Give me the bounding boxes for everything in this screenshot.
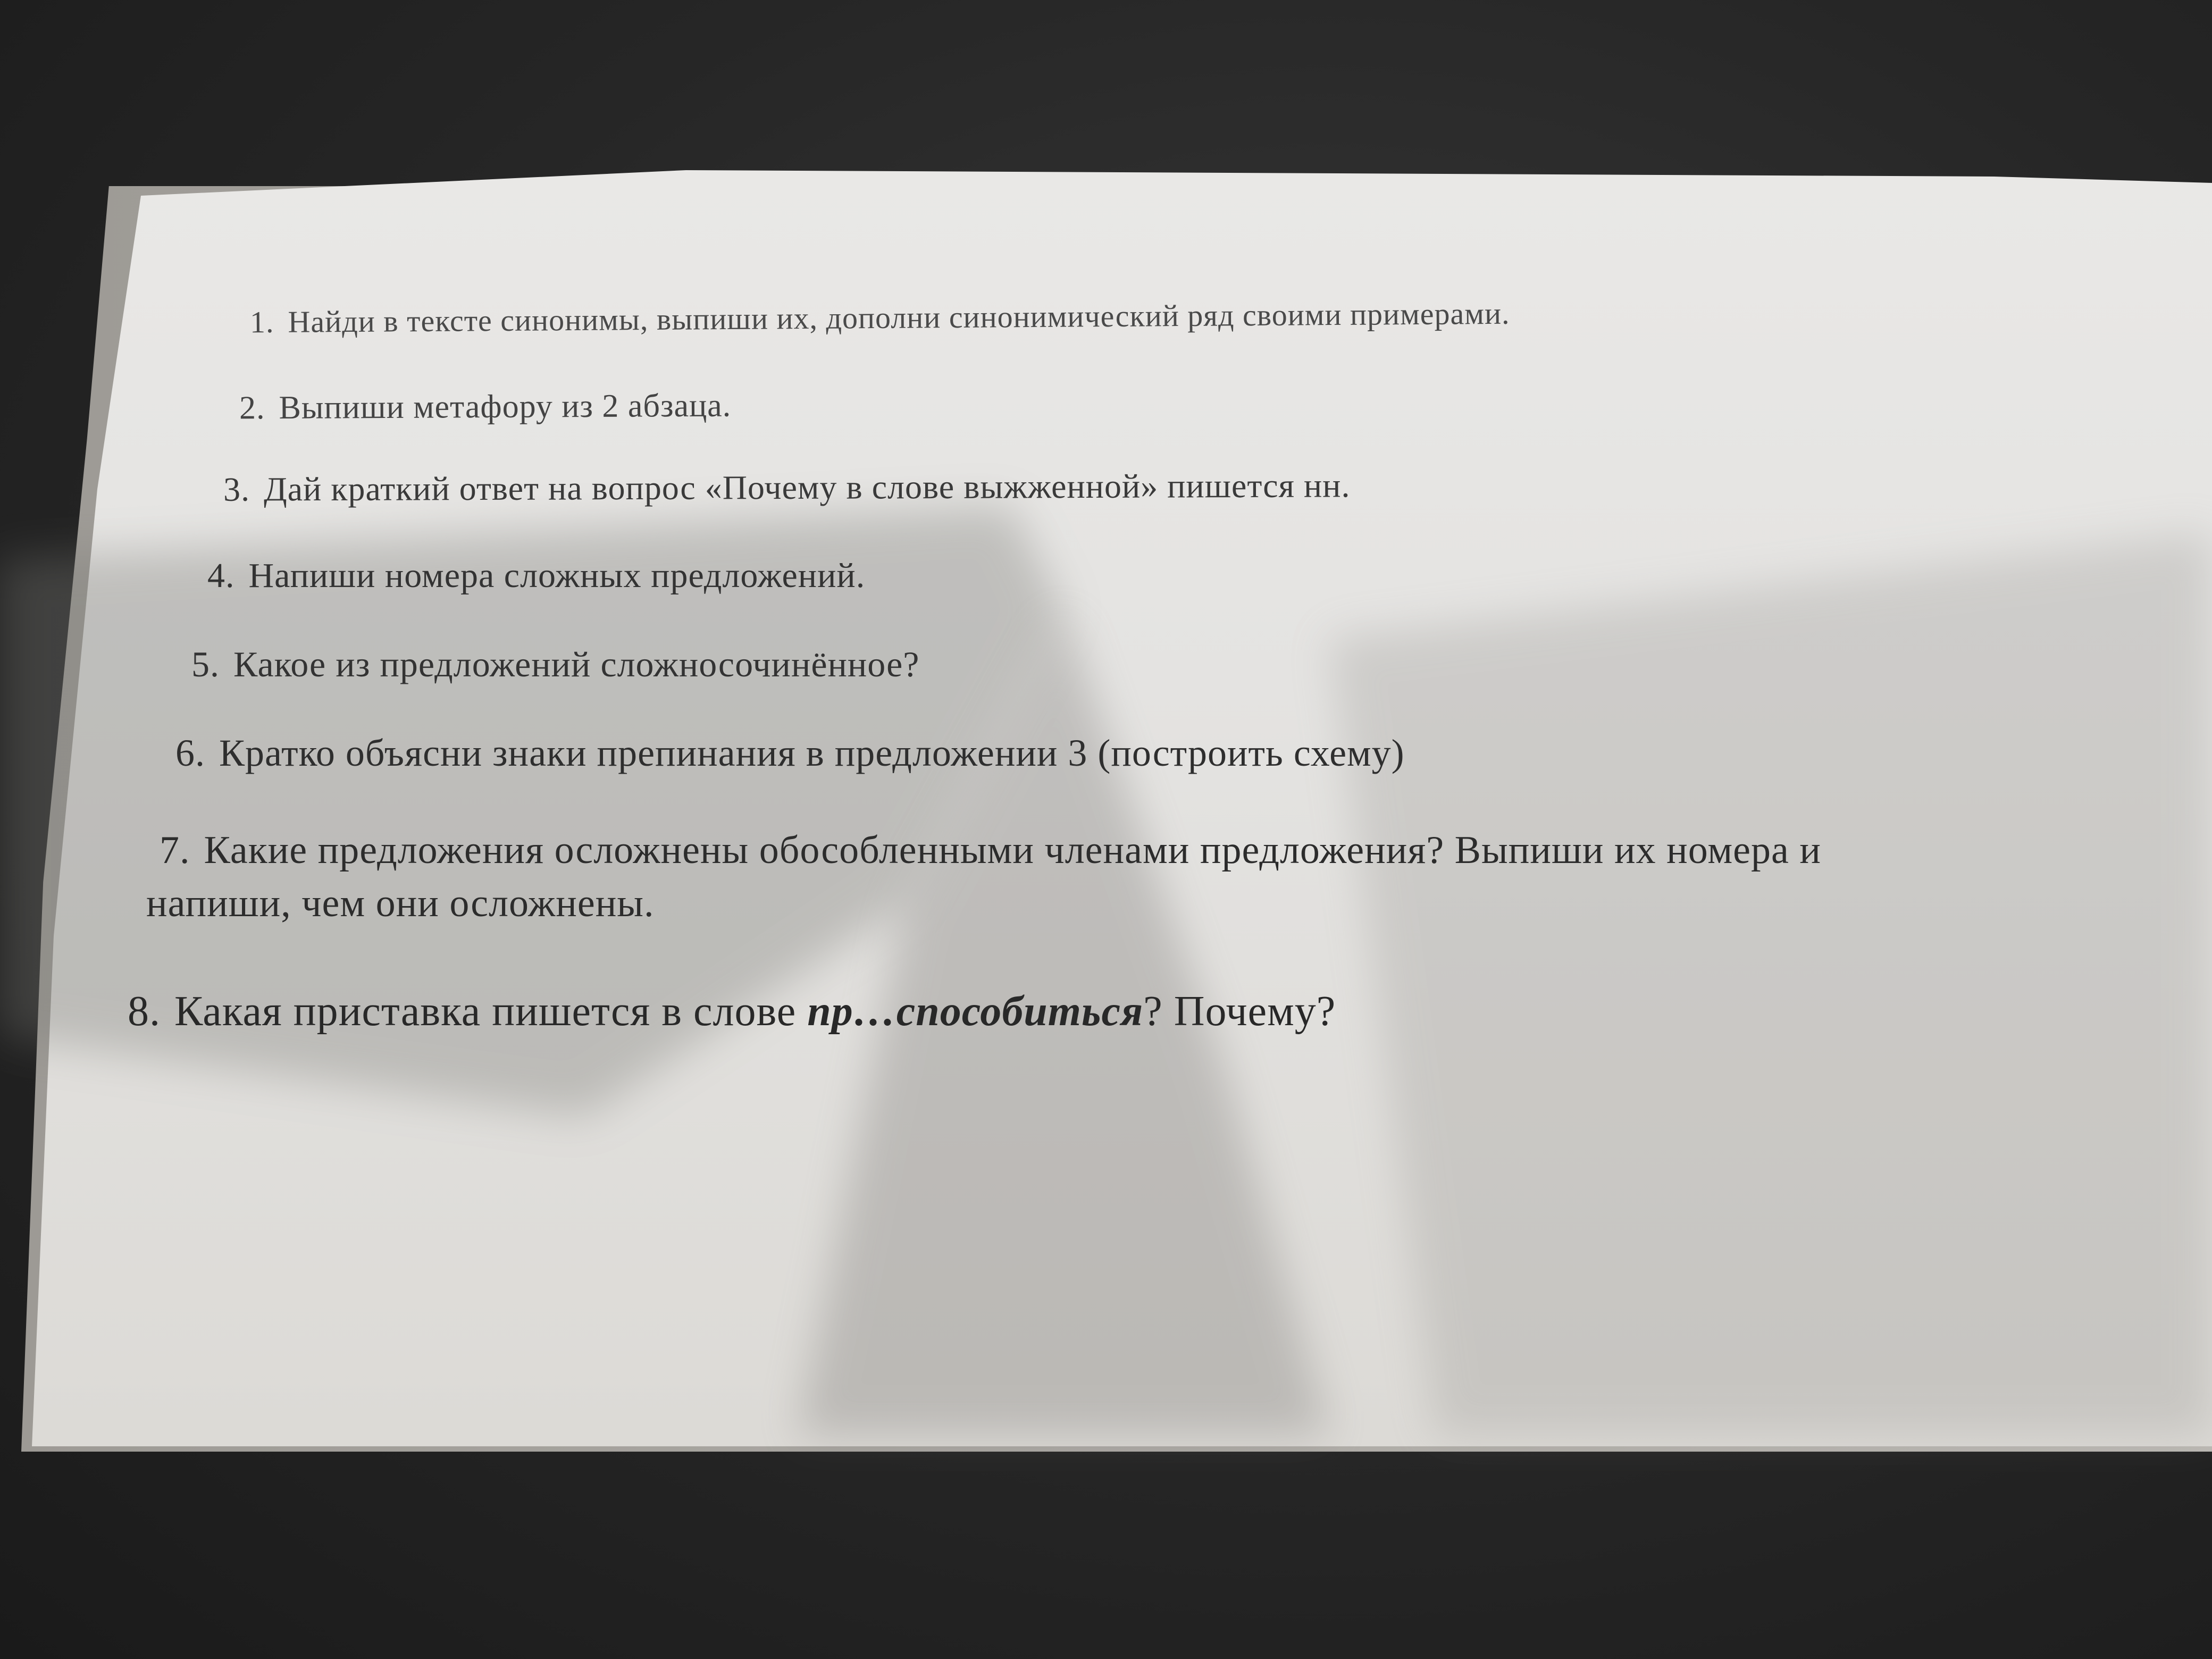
task-4 bbox=[207, 553, 865, 599]
task-text: Дай краткий ответ на вопрос «Почему в слове выжженной» пишется нн. bbox=[263, 466, 1351, 508]
task-text: Какие предложения осложнены обособленными членами предложения? Выпиши их номера и bbox=[204, 828, 1821, 872]
task-number: 1. bbox=[249, 304, 274, 340]
task-text: Выпиши метафору из 2 абзаца. bbox=[279, 387, 732, 426]
task-number: 7. bbox=[160, 828, 190, 872]
task-7-line-1 bbox=[160, 824, 1821, 877]
task-number: 2. bbox=[239, 390, 265, 426]
task-7-line-2: напиши, чем они осложнены. bbox=[146, 881, 655, 925]
task-text: Кратко объясни знаки препинания в предложении 3 (построить схему) bbox=[219, 732, 1405, 774]
task-text-end: ? Почему? bbox=[1143, 988, 1336, 1035]
task-6 bbox=[175, 728, 1405, 778]
task-number: 4. bbox=[207, 556, 235, 595]
task-5 bbox=[191, 641, 920, 688]
task-3 bbox=[223, 463, 1351, 512]
task-text: Напиши номера сложных предложений. bbox=[248, 556, 866, 595]
task-1 bbox=[250, 294, 1510, 342]
task-number: 6. bbox=[175, 732, 205, 774]
task-text: Какая приставка пишется в слове bbox=[174, 988, 808, 1035]
task-text: Найди в тексте синонимы, выпиши их, дополни синонимический ряд своими примерами. bbox=[288, 296, 1510, 339]
task-number: 5. bbox=[191, 644, 220, 684]
task-8 bbox=[128, 984, 1336, 1039]
task-text: Какое из предложений сложносочинённое? bbox=[233, 644, 920, 684]
task-number: 8. bbox=[128, 988, 161, 1035]
task-2 bbox=[239, 384, 732, 430]
task-number: 3. bbox=[223, 470, 250, 508]
task-7 bbox=[146, 824, 1821, 931]
highlighted-word: пр…способиться bbox=[807, 988, 1144, 1035]
